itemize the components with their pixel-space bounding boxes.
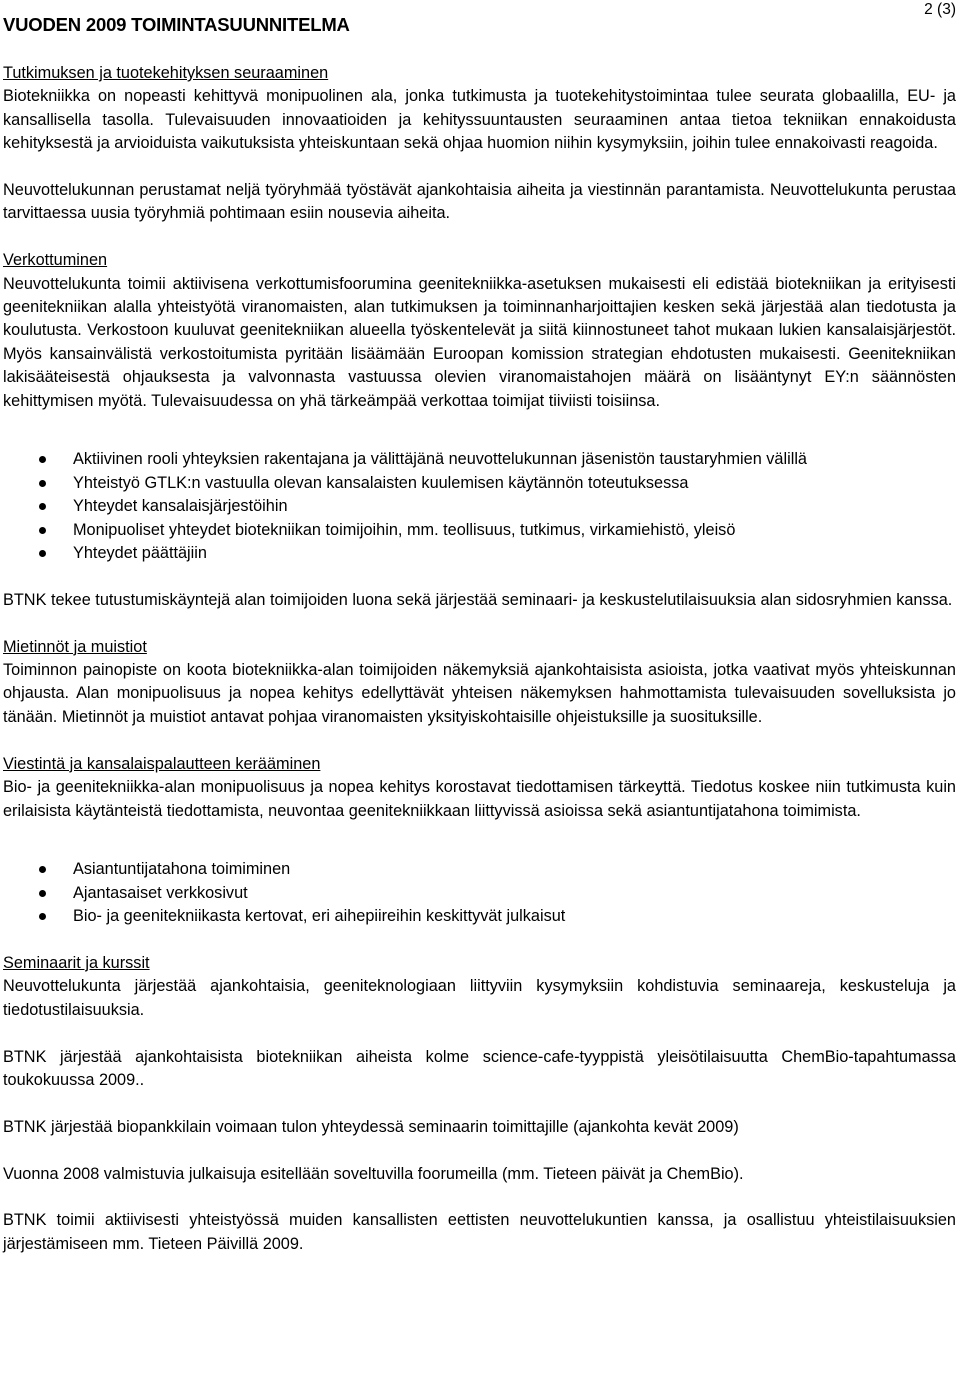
paragraph-mietinnot: Toiminnon painopiste on koota biotekniikka-alan toimijoiden näkemyksiä ajankohtaisista asioista, jotka vaativat myös yhteiskunnan ohjausta. Alan monipuolisuus ja nopea kehitys edellyttävät yhteisen näkemyksen hahmottamista tulevaisuuden sovelluksista jo tänään. Mietinnöt ja muistiot antavat pohjaa viranomaisten yksityiskohtaisille ohjeistuksille ja suosituksille.	[3, 661, 956, 726]
paragraph-viestinta: Bio- ja geenitekniikka-alan monipuolisuus ja nopea kehitys korostavat tiedottamisen tärkeyttä. Tiedotus koskee niin tutkimusta kuin erilaisista käytänteistä tiedottamista, neuvontaa geenitekniikkaan liittyvissä asioissa sekä asiantuntijatahona toimimista.	[3, 778, 956, 820]
paragraph-seminaarit-5: BTNK toimii aktiivisesti yhteistyössä muiden kansallisten eettisten neuvottelukuntien kanssa, ja osallistuu yhteistilaisuuksien järjestämiseen mm. Tieteen Päivillä 2009.	[3, 1211, 956, 1253]
heading-seminaarit: Seminaarit ja kurssit	[3, 953, 150, 972]
heading-viestinta: Viestintä ja kansalaispalautteen kerääminen	[3, 754, 321, 773]
document-body	[3, 62, 956, 1256]
paragraph-verkottuminen: Neuvottelukunta toimii aktiivisena verkottumisfoorumina geenitekniikka-asetuksen mukaisesti eli edistää biotekniikan ja erityisesti geenitekniikan alalla yhteistyötä viranomaisten, alan tutkimuksen ja toiminnanharjoittajien kesken sekä järjestää alan tiedotusta ja koulutusta. Verkostoon kuuluvat geenitekniikan alueella työskentelevät ja siitä kiinnostuneet tahot mukaan lukien kansalaisjärjestöt. Myös kansainvälistä verkostoitumista pyritään lisäämään Euroopan komission strategian ehdotusten mukaisesti. Geenitekniikan lakisääteisestä ohjauksesta ja valvonnasta vastuussa olevien viranomaistahojen määrä on lisääntynyt EY:n säännösten kehittymisen myötä. Tulevaisuudessa on yhä tärkeämpää verkottaa toimijat tiiviisti toisiinsa.	[3, 274, 956, 410]
paragraph-tutkimus-1: Biotekniikka on nopeasti kehittyvä monipuolinen ala, jonka tutkimusta ja tuotekehitystoimintaa tulee seurata globaalilla, EU- ja kansallisella tasolla. Tulevaisuuden innovaatioiden ja kehityssuuntausten seuraaminen antaa tietoa tekniikan ennakoidusta kehityksestä ja arvioiduista vaikutuksista yhteiskuntaan sekä ohjaa huomion niihin kysymyksiin, joihin tulee ennakoivasti reagoida.	[3, 87, 956, 153]
paragraph-seminaarit-1: Neuvottelukunta järjestää ajankohtaisia, geeniteknologiaan liittyviin kysymyksiin kohdistuvia seminaareja, keskusteluja ja tiedotustilaisuuksia.	[3, 977, 956, 1019]
list-item: Asiantuntijatahona toimiminen	[3, 858, 956, 881]
list-item: Yhteistyö GTLK:n vastuulla olevan kansalaisten kuulemisen käytännön toteutuksessa	[3, 472, 956, 495]
document-title: VUODEN 2009 TOIMINTASUUNNITELMA	[3, 14, 350, 35]
paragraph-seminaarit-4: Vuonna 2008 valmistuvia julkaisuja esitellään soveltuvilla foorumeilla (mm. Tieteen päivät ja ChemBio).	[3, 1164, 744, 1183]
paragraph-verkottuminen-after: BTNK tekee tutustumiskäyntejä alan toimijoiden luona sekä järjestää seminaari- ja keskustelutilaisuuksia alan sidosryhmien kanssa.	[3, 590, 953, 609]
paragraph-seminaarit-2: BTNK järjestää ajankohtaisista biotekniikan aiheista kolme science-cafe-tyyppistä yleisötilaisuutta ChemBio-tapahtumassa toukokuussa 2009..	[3, 1047, 956, 1089]
list-item: Yhteydet päättäjiin	[3, 542, 956, 565]
bullet-list-verkottuminen	[3, 448, 956, 565]
heading-tutkimus: Tutkimuksen ja tuotekehityksen seuraaminen	[3, 64, 329, 82]
page-number: 2 (3)	[924, 1, 956, 18]
paragraph-seminaarit-3: BTNK järjestää biopankkilain voimaan tulon yhteydessä seminaarin toimittajille (ajankohta kevät 2009)	[3, 1117, 739, 1136]
heading-verkottuminen: Verkottuminen	[3, 251, 108, 270]
paragraph-tutkimus-2: Neuvottelukunnan perustamat neljä työryhmää työstävät ajankohtaisia aiheita ja viestinnän parantamista. Neuvottelukunta perustaa tarvittaessa uusia työryhmiä pohtimaan esiin nousevia aiheita.	[3, 181, 956, 223]
list-item: Ajantasaiset verkkosivut	[3, 882, 956, 905]
page-header	[3, 1, 956, 42]
heading-mietinnot: Mietinnöt ja muistiot	[3, 637, 147, 656]
list-item: Bio- ja geenitekniikasta kertovat, eri aihepiireihin keskittyvät julkaisut	[3, 905, 956, 928]
bullet-list-viestinta	[3, 858, 956, 928]
list-item: Monipuoliset yhteydet biotekniikan toimijoihin, mm. teollisuus, tutkimus, virkamiehistö, yleisö	[3, 519, 956, 542]
list-item: Yhteydet kansalaisjärjestöihin	[3, 495, 956, 518]
list-item: Aktiivinen rooli yhteyksien rakentajana ja välittäjänä neuvottelukunnan jäsenistön taustaryhmien välillä	[3, 448, 956, 471]
